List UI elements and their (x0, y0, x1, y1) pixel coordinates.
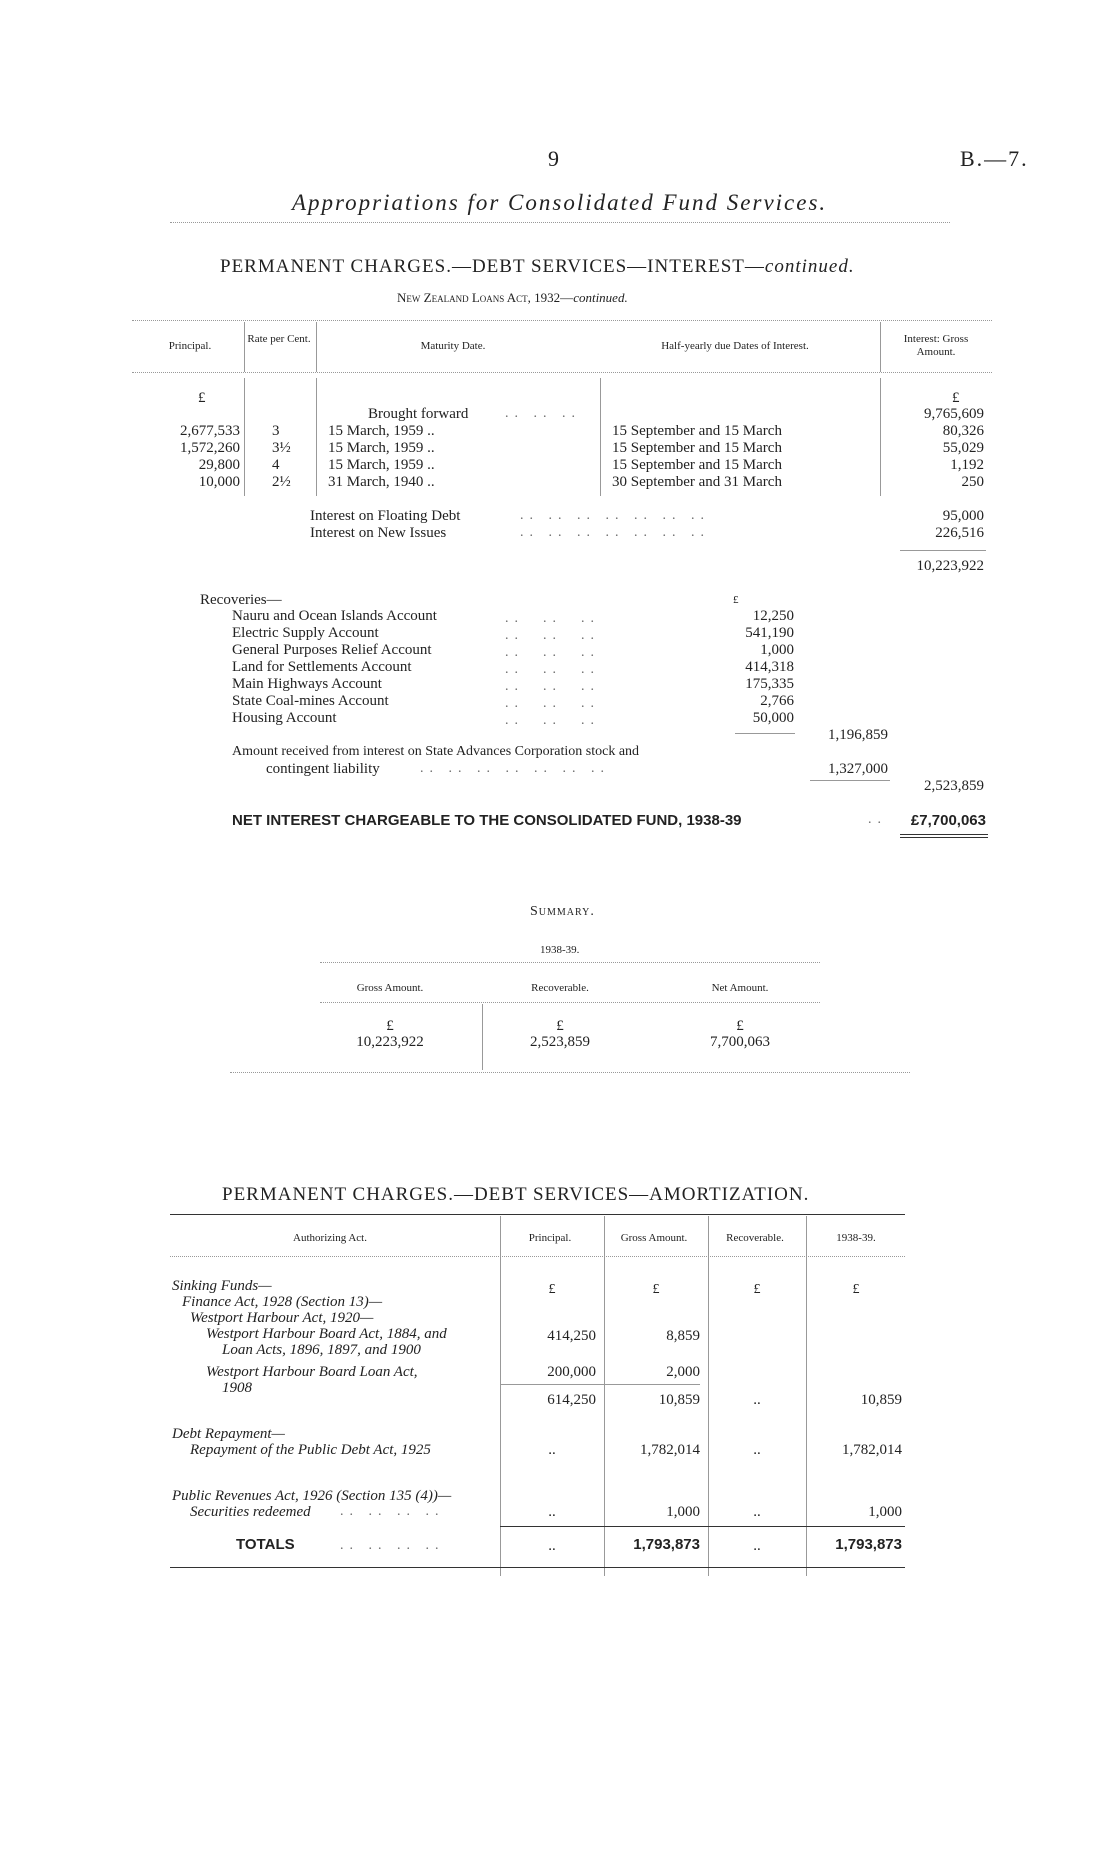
summary-col-gross: Gross Amount. (356, 982, 424, 994)
repayment-gross: 1,782,014 (640, 1442, 700, 1458)
col-divider-body-3 (600, 378, 601, 496)
amort-col-recoverable: Recoverable. (726, 1232, 784, 1244)
securities-leader: .. .. .. .. (340, 1504, 445, 1519)
westport-act-label: Westport Harbour Act, 1920— (190, 1310, 374, 1326)
summary-currency-recoverable: £ (556, 1018, 564, 1034)
table-row-maturity: 15 March, 1959 .. (328, 457, 435, 473)
col-divider-3 (880, 322, 881, 372)
principal-currency: £ (198, 390, 206, 406)
table-row-dates: 30 September and 31 March (612, 474, 782, 490)
sinking-recoverable: .. (753, 1392, 761, 1408)
board-act-gross: 8,859 (666, 1328, 700, 1344)
summary-value-net: 7,700,063 (710, 1034, 770, 1050)
loan-act-principal: 200,000 (547, 1364, 596, 1380)
board-act-label-1: Westport Harbour Board Act, 1884, and (206, 1326, 447, 1342)
table-row-dates: 15 September and 15 March (612, 457, 782, 473)
recovery-label: Housing Account (232, 710, 337, 726)
brought-forward-amount: 9,765,609 (924, 406, 984, 422)
sinking-subtotal-rule (500, 1384, 700, 1385)
col-divider-2 (316, 322, 317, 372)
table-row-rate: 4 (272, 457, 280, 473)
table-row-rate: 3½ (272, 440, 291, 456)
table-row-rate: 3 (272, 423, 280, 439)
advances-amount: 1,327,000 (828, 761, 888, 777)
col-divider-body-2 (316, 378, 317, 496)
table-row-maturity: 15 March, 1959 .. (328, 440, 435, 456)
gross-total-amount: 10,223,922 (916, 558, 984, 574)
recovery-label: Land for Settlements Account (232, 659, 412, 675)
table-row-dates: 15 September and 15 March (612, 440, 782, 456)
new-issues-amount: 226,516 (935, 525, 984, 541)
summary-col-recoverable: Recoverable. (531, 982, 589, 994)
table-row-amount: 80,326 (942, 423, 984, 439)
amort-col-gross: Gross Amount. (620, 1232, 688, 1244)
interest-subheading-main: New Zealand Loans Act, 1932— (397, 290, 574, 305)
recoveries-currency: £ (733, 594, 739, 606)
col-half-yearly-header: Half-yearly due Dates of Interest. (661, 340, 809, 352)
amort-currency-principal: £ (548, 1282, 556, 1297)
totals-recoverable: .. (753, 1538, 761, 1554)
interest-heading-main: PERMANENT CHARGES.—DEBT SERVICES—INTEREST— (220, 256, 765, 277)
table-row-principal: 10,000 (198, 474, 240, 490)
table-row-dates: 15 September and 15 March (612, 423, 782, 439)
table-row-amount: 250 (961, 474, 984, 490)
loan-act-label-1: Westport Harbour Board Loan Act, (206, 1364, 418, 1380)
amort-currency-year: £ (852, 1282, 860, 1297)
recovery-label: Main Highways Account (232, 676, 382, 692)
recovery-amount: 541,190 (745, 625, 794, 641)
amort-col-year: 1938-39. (836, 1232, 876, 1244)
advances-label-2: contingent liability (266, 761, 380, 777)
amortization-top-rule (170, 1214, 905, 1215)
advances-leader: .. .. .. .. .. .. .. (420, 761, 610, 776)
interest-header-bottom-rule (132, 372, 992, 373)
page-title: Appropriations for Consolidated Fund Services. (292, 190, 828, 215)
finance-act-label: Finance Act, 1928 (Section 13)— (182, 1294, 383, 1310)
floating-debt-label: Interest on Floating Debt (310, 508, 461, 524)
recovery-amount: 175,335 (745, 676, 794, 692)
amort-currency-gross: £ (652, 1282, 660, 1297)
totals-gross: 1,793,873 (633, 1536, 700, 1553)
recovery-amount: 2,766 (760, 693, 794, 709)
gross-total-rule (900, 550, 986, 551)
recovery-label: State Coal-mines Account (232, 693, 389, 709)
amortization-heading: PERMANENT CHARGES.—DEBT SERVICES—AMORTIZATION. (222, 1184, 810, 1205)
floating-debt-amount: 95,000 (942, 508, 984, 524)
totals-label: TOTALS (236, 1536, 295, 1553)
col-rate-header: Rate per Cent. (247, 333, 311, 345)
recoveries-subtotal-rule (735, 733, 795, 734)
gross-currency: £ (952, 390, 960, 406)
sinking-year: 10,859 (860, 1392, 902, 1408)
summary-bottom-rule (230, 1072, 910, 1073)
table-row-maturity: 31 March, 1940 .. (328, 474, 435, 490)
summary-value-recoverable: 2,523,859 (530, 1034, 590, 1050)
recovery-amount: 50,000 (752, 710, 794, 726)
recoveries-leader: .. .. .. .. .. .. .. .. .. .. .. .. .. .. .. .. .. .. .. .. .. (505, 611, 600, 728)
summary-year-rule (320, 962, 820, 963)
table-row-principal: 29,800 (198, 457, 240, 473)
title-rule (170, 222, 950, 223)
recovery-label: Electric Supply Account (232, 625, 379, 641)
summary-currency-net: £ (736, 1018, 744, 1034)
table-row-amount: 55,029 (942, 440, 984, 456)
debt-repayment-label: Debt Repayment— (172, 1426, 285, 1442)
board-act-principal: 414,250 (547, 1328, 596, 1344)
securities-year: 1,000 (868, 1504, 902, 1520)
recovery-amount: 1,000 (760, 642, 794, 658)
page-number: 9 (548, 146, 559, 171)
repayment-act-label: Repayment of the Public Debt Act, 1925 (190, 1442, 431, 1458)
summary-col-net: Net Amount. (711, 982, 769, 994)
net-interest-leader: .. (868, 812, 887, 827)
totals-principal: .. (548, 1538, 556, 1554)
col-principal-header: Principal. (168, 340, 212, 352)
net-rule-2 (900, 837, 988, 838)
floating-debt-leader: .. .. .. .. .. .. .. (520, 508, 710, 523)
amortization-bottom-rule (170, 1567, 905, 1568)
col-divider-body-1 (244, 378, 245, 496)
securities-recoverable: .. (753, 1504, 761, 1520)
sinking-principal-total: 614,250 (547, 1392, 596, 1408)
net-rule-1 (900, 834, 988, 835)
amort-col-act: Authorizing Act. (293, 1232, 367, 1244)
interest-header-top-rule (132, 320, 992, 321)
table-row-principal: 1,572,260 (180, 440, 240, 456)
net-interest-amount: £7,700,063 (910, 812, 986, 829)
recoveries-total-rule (810, 780, 890, 781)
col-gross-header: Interest: Gross Amount. (903, 333, 969, 358)
totals-top-rule (500, 1526, 905, 1527)
totals-year: 1,793,873 (835, 1536, 902, 1553)
repayment-recoverable: .. (753, 1442, 761, 1458)
net-interest-label: NET INTEREST CHARGEABLE TO THE CONSOLIDATED FUND, 1938-39 (232, 812, 742, 829)
table-row-rate: 2½ (272, 474, 291, 490)
summary-currency-gross: £ (386, 1018, 394, 1034)
amort-currency-recoverable: £ (753, 1282, 761, 1297)
recovery-label: General Purposes Relief Account (232, 642, 432, 658)
securities-gross: 1,000 (666, 1504, 700, 1520)
brought-forward-leader: .. .. .. (505, 406, 581, 421)
new-issues-leader: .. .. .. .. .. .. .. (520, 525, 710, 540)
recovery-amount: 414,318 (745, 659, 794, 675)
board-act-label-2: Loan Acts, 1896, 1897, and 1900 (222, 1342, 421, 1358)
recoveries-subtotal: 1,196,859 (828, 727, 888, 743)
interest-subheading (397, 290, 628, 306)
repayment-year: 1,782,014 (842, 1442, 902, 1458)
securities-label: Securities redeemed (190, 1504, 311, 1520)
col-maturity-header: Maturity Date. (420, 340, 486, 352)
amortization-header-rule (170, 1256, 905, 1257)
col-divider-1 (244, 322, 245, 372)
summary-value-gross: 10,223,922 (356, 1034, 424, 1050)
sinking-gross-total: 10,859 (658, 1392, 700, 1408)
recovery-amount: 12,250 (752, 608, 794, 624)
table-row-amount: 1,192 (950, 457, 984, 473)
summary-year: 1938-39. (540, 944, 580, 956)
interest-heading-cont: continued. (764, 256, 855, 277)
interest-subheading-cont: continued. (573, 290, 628, 305)
summary-header-rule (320, 1002, 820, 1003)
doc-ref: B.—7. (960, 146, 1029, 171)
securities-principal: .. (548, 1504, 556, 1520)
new-issues-label: Interest on New Issues (310, 525, 447, 541)
repayment-principal: .. (548, 1442, 556, 1458)
loan-act-gross: 2,000 (666, 1364, 700, 1380)
table-row-maturity: 15 March, 1959 .. (328, 423, 435, 439)
loan-act-label-2: 1908 (222, 1380, 252, 1396)
interest-heading (220, 256, 855, 278)
totals-leader: .. .. .. .. (340, 1538, 445, 1553)
recoveries-total: 2,523,859 (924, 778, 984, 794)
advances-label-1: Amount received from interest on State Advances Corporation stock and (232, 744, 640, 759)
recoveries-label: Recoveries— (200, 592, 282, 608)
table-row-principal: 2,677,533 (180, 423, 240, 439)
recovery-label: Nauru and Ocean Islands Account (232, 608, 437, 624)
revenues-act-label: Public Revenues Act, 1926 (Section 135 (4))— (172, 1488, 452, 1504)
summary-divider-1 (482, 1004, 483, 1070)
brought-forward-label: Brought forward (368, 406, 469, 422)
sinking-funds-label: Sinking Funds— (172, 1278, 272, 1294)
summary-heading: Summary. (530, 904, 595, 919)
amort-col-principal: Principal. (528, 1232, 572, 1244)
